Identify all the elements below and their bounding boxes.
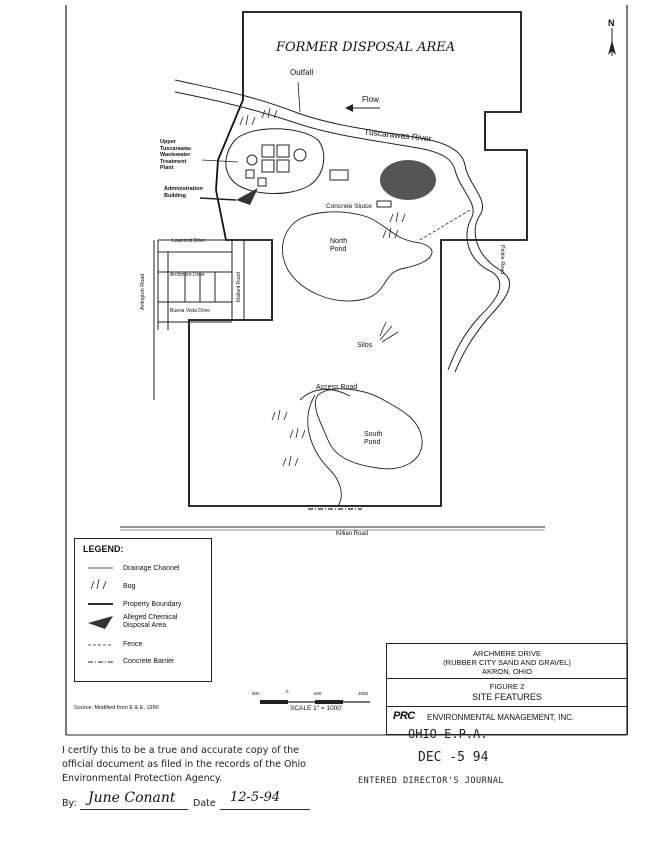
legend-item-barrier: Concrete Barrier [123, 658, 175, 665]
flow-label: Flow [362, 95, 379, 104]
plant-leader-line [202, 160, 238, 162]
source-note: Source: Modified from E & E, 1990 [74, 705, 159, 711]
title-block-line-3: AKRON, OHIO [481, 667, 532, 676]
killian-road-label: Killian Road [336, 531, 369, 537]
river-label: Tuscarawas River [363, 126, 433, 144]
stamp-agency: OHIO E.P.A. [408, 727, 488, 741]
concrete-sluice-label: Concrete Sluice [326, 203, 372, 210]
north-pond-line-1: North [330, 238, 348, 245]
pickle-road-label: Pickle Road [499, 245, 505, 275]
legend-title: LEGEND: [83, 544, 124, 554]
south-pond-label [364, 431, 382, 447]
fence-line [420, 210, 470, 240]
south-pond-line-2: Pond [364, 439, 381, 446]
stamp-date: DEC -5 94 [418, 750, 489, 765]
north-pond-line-2: Pond [330, 246, 347, 253]
admin-leader-arrow [200, 198, 236, 200]
certification-text: I certify this to be a true and accurate copy of the official document as filed in the records of the Ohio Environmental Protection Agency. [62, 745, 306, 784]
admin-label-line-1: Administration [164, 186, 203, 192]
access-road-line [300, 389, 350, 506]
signature: June Conant [88, 790, 176, 806]
title-block-line-1: ARCHMERE DRIVE [473, 649, 541, 658]
lowcrest-drive-label: Lowcrest Drive [172, 238, 206, 244]
chemical-disposal-area-marker [236, 188, 258, 205]
plant-label-line-2: Tuscarawas [160, 145, 192, 152]
gravel-area [380, 160, 436, 200]
legend-symbols [83, 561, 123, 679]
legend-symbol-disposal [88, 616, 113, 629]
scale-tick-2: 0 [286, 689, 289, 694]
north-arrow-icon [608, 28, 616, 56]
legend-item-fence: Fence [123, 641, 143, 648]
property-boundary [189, 12, 527, 506]
title-block [386, 643, 628, 735]
legend-symbol-bog [91, 579, 106, 589]
plant-label-line-3: Wastewater [160, 152, 191, 158]
legend-item-bog: Bog [123, 583, 136, 590]
plant-label-line-4: Treatment [160, 158, 187, 165]
arlington-road-label: Arlington Road [140, 273, 146, 310]
flow-arrow-icon [345, 104, 380, 112]
silos-icon [380, 322, 398, 342]
handwritten-title: FORMER DISPOSAL AREA [276, 40, 456, 55]
concrete-sluice-marker [377, 201, 391, 207]
residential-streets [158, 240, 272, 330]
admin-label [164, 186, 203, 199]
north-label: N [608, 18, 615, 28]
outfall-label: Outfall [290, 68, 314, 77]
date-line [220, 809, 310, 810]
scale-tick-1: 500 [252, 691, 260, 696]
title-block-line-2: (RUBBER CITY SAND AND GRAVEL) [443, 658, 571, 667]
company-logo: PRC [393, 710, 415, 722]
date-label: Date [193, 798, 216, 809]
buena-vista-drive-label: Buena Vista Drive [170, 308, 210, 314]
plant-label-line-5: Plant [160, 165, 174, 171]
south-pond-outline [315, 389, 422, 469]
by-label: By: [62, 798, 77, 809]
silos-label: Silos [357, 342, 373, 349]
treatment-plant [226, 129, 348, 194]
figure-number: FIGURE 2 [489, 682, 525, 691]
stamp-journal: ENTERED DIRECTOR'S JOURNAL [358, 776, 505, 786]
scale-label: SCALE 1" = 1000' [290, 705, 343, 712]
access-road-label: Access Road [316, 384, 358, 391]
legend-item-disposal: Alleged Chemical Disposal Area [123, 614, 178, 629]
north-pond-label [330, 238, 347, 254]
legend-item-boundary: Property Boundary [123, 601, 182, 608]
signature-line [80, 809, 188, 810]
plant-label-line-1: Upper [160, 139, 176, 145]
north-pond-outline [282, 212, 432, 301]
title-block-divider-1 [387, 678, 627, 679]
outfall-leader-line [298, 82, 300, 112]
plant-label [160, 139, 191, 172]
date-value: 12-5-94 [230, 790, 281, 805]
legend-box [74, 538, 212, 682]
scale-tick-4: 1000 [358, 691, 369, 696]
mallard-road-label: Mallard Road [236, 272, 242, 302]
figure-title: SITE FEATURES [472, 692, 542, 702]
archmere-drive-label: Archmere Drive [170, 272, 205, 278]
admin-label-line-2: Building [164, 192, 186, 199]
company-name: ENVIRONMENTAL MANAGEMENT, INC. [427, 713, 575, 722]
legend-item-drainage: Drainage Channel [123, 565, 180, 572]
bog-symbols [240, 108, 405, 466]
title-block-divider-2 [387, 706, 627, 707]
south-pond-line-1: South [364, 431, 383, 438]
tuscarawas-river [175, 80, 510, 372]
scale-tick-3: 500 [314, 691, 322, 696]
